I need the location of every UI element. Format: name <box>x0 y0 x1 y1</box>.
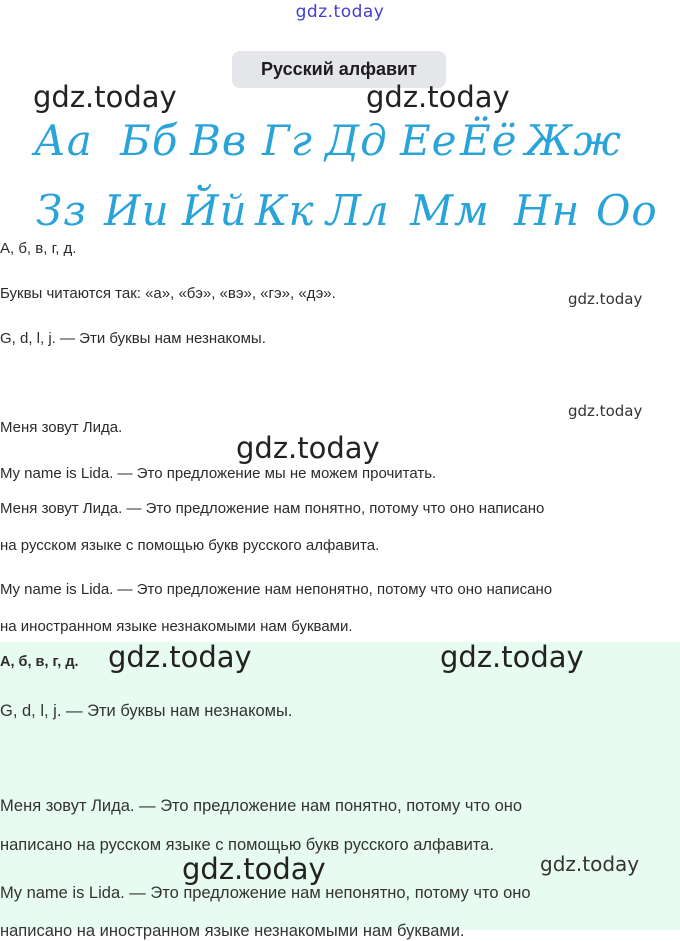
alphabet-letter: Оо <box>596 186 658 235</box>
alphabet-letter: Гг <box>262 116 314 165</box>
watermark-top: gdz.today <box>295 2 385 22</box>
alphabet-letter: Мм <box>410 186 490 235</box>
alphabet-letter: Ии <box>104 186 170 235</box>
watermark: gdz.today <box>568 290 643 308</box>
text-line: на русском языке с помощью букв русского алфавита. <box>0 537 380 554</box>
answer-line: Меня зовут Лида. — Это предложение нам понятно, потому что оно <box>0 797 523 815</box>
watermark: gdz.today <box>108 640 252 674</box>
answer-line: My name is Lida. — Это предложение нам непонятно, потому что оно <box>0 884 531 902</box>
alphabet-letter: Аа <box>34 116 93 165</box>
alphabet-letter: Дд <box>325 116 388 165</box>
text-line: My name is Lida. — Это предложение мы не можем прочитать. <box>0 465 437 482</box>
alphabet-letter: Йй <box>182 186 248 235</box>
alphabet-letter: Вв <box>190 116 248 165</box>
text-line: Меня зовут Лида. — Это предложение нам понятно, потому что оно написано <box>0 500 545 517</box>
alphabet-letter: Лл <box>326 186 390 235</box>
page-title: Русский алфавит <box>232 51 446 88</box>
answer-line: А, б, в, г, д. <box>0 654 79 670</box>
answer-line: написано на русском языке с помощью букв русского алфавита. <box>0 836 494 854</box>
text-line: My name is Lida. — Это предложение нам непонятно, потому что оно написано <box>0 581 553 598</box>
text-line: Буквы читаются так: «а», «бэ», «вэ», «гэ», «дэ». <box>0 285 336 302</box>
alphabet-letter: Бб <box>120 116 179 165</box>
watermark: gdz.today <box>540 852 640 876</box>
alphabet-letter: Ее <box>400 116 458 165</box>
watermark: gdz.today <box>366 80 510 114</box>
answer-line: написано на иностранном языке незнакомыми нам буквами. <box>0 922 465 940</box>
watermark: gdz.today <box>568 402 643 420</box>
alphabet-letter: Кк <box>255 186 315 235</box>
watermark: gdz.today <box>440 640 584 674</box>
answer-line: G, d, l, j. — Эти буквы нам незнакомы. <box>0 702 293 720</box>
alphabet-letter: Зз <box>36 186 88 235</box>
alphabet-letter: Жж <box>525 116 622 165</box>
watermark: gdz.today <box>236 431 380 465</box>
watermark: gdz.today <box>33 80 177 114</box>
text-line: Меня зовут Лида. <box>0 419 123 436</box>
text-line: А, б, в, г, д. <box>0 240 77 257</box>
alphabet-letter: Нн <box>514 186 581 235</box>
text-line: G, d, l, j. — Эти буквы нам незнакомы. <box>0 330 266 347</box>
watermark: gdz.today <box>182 852 326 886</box>
alphabet-letter: Ёё <box>460 116 518 165</box>
text-line: на иностранном языке незнакомыми нам буквами. <box>0 618 353 635</box>
